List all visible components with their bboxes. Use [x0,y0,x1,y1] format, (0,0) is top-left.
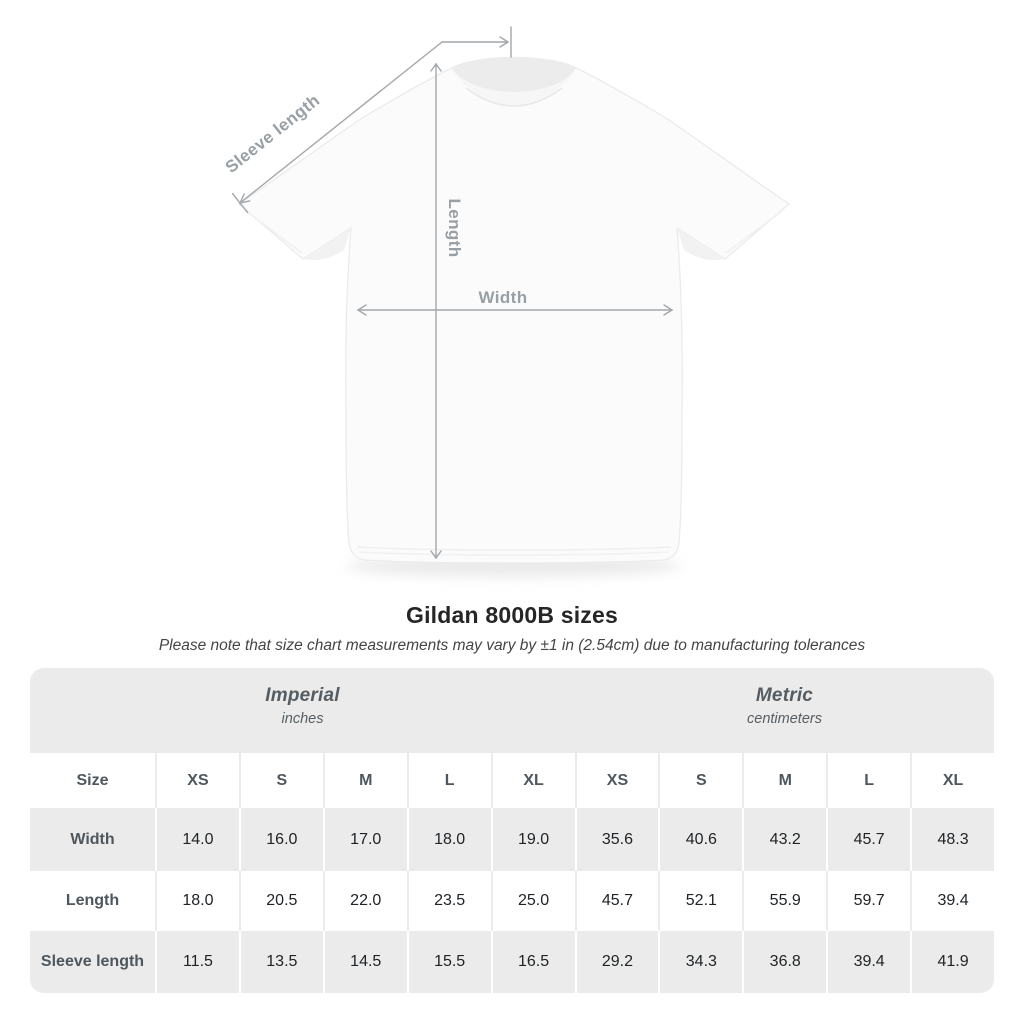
width-label: Width [478,288,528,307]
width-metric-l: 45.7 [826,808,910,871]
length-imperial-xl: 25.0 [491,871,575,931]
length-metric-xs: 45.7 [575,871,659,931]
col-header-imperial-m: M [323,753,407,808]
width-imperial-m: 17.0 [323,808,407,871]
width-metric-xs: 35.6 [575,808,659,871]
sleeve-metric-xl: 41.9 [910,931,994,993]
length-metric-m: 55.9 [742,871,826,931]
width-imperial-xl: 19.0 [491,808,575,871]
width-imperial-l: 18.0 [407,808,491,871]
sleeve-metric-l: 39.4 [826,931,910,993]
sleeve-imperial-m: 14.5 [323,931,407,993]
unit-group-header-row [30,668,994,753]
length-imperial-l: 23.5 [407,871,491,931]
col-header-imperial-l: L [407,753,491,808]
col-header-imperial-xl: XL [491,753,575,808]
width-metric-s: 40.6 [658,808,742,871]
page-title: Gildan 8000B sizes [406,602,618,628]
col-header-imperial-xs: XS [155,753,239,808]
length-imperial-m: 22.0 [323,871,407,931]
table-row-width [30,808,994,871]
row-label-length: Length [65,892,120,909]
sleeve-imperial-s: 13.5 [239,931,323,993]
width-imperial-xs: 14.0 [155,808,239,871]
sleeve-imperial-xs: 11.5 [155,931,239,993]
table-row-sleeve-length [30,931,994,993]
length-metric-s: 52.1 [658,871,742,931]
imperial-unit: inches [281,711,324,727]
metric-unit: centimeters [747,711,822,727]
length-label: Length [445,198,464,258]
row-label-sleeve-length: Sleeve length [40,953,145,970]
length-metric-xl: 39.4 [910,871,994,931]
width-metric-xl: 48.3 [910,808,994,871]
sleeve-metric-xs: 29.2 [575,931,659,993]
metric-label: Metric [755,685,814,706]
sleeve-metric-m: 36.8 [742,931,826,993]
size-header-cell: Size [76,771,109,789]
group-header-metric [575,668,994,753]
row-label-width: Width [70,830,115,848]
col-header-metric-m: M [742,753,826,808]
size-header-row [30,753,994,808]
width-metric-m: 43.2 [742,808,826,871]
table-row-length [30,871,994,931]
size-table [30,668,994,993]
col-header-metric-s: S [658,753,742,808]
length-metric-l: 59.7 [826,871,910,931]
sleeve-imperial-xl: 16.5 [491,931,575,993]
heading-block [0,592,1024,655]
sleeve-length-label: Sleeve length [221,90,324,177]
width-imperial-s: 16.0 [239,808,323,871]
col-header-metric-xs: XS [575,753,659,808]
sleeve-imperial-l: 15.5 [407,931,491,993]
col-header-metric-xl: XL [910,753,994,808]
imperial-label: Imperial [265,685,340,706]
tolerance-note: Please note that size chart measurements may vary by ±1 in (2.54cm) due to manufacturing tolerances [158,637,866,654]
col-header-imperial-s: S [239,753,323,808]
sleeve-metric-s: 34.3 [658,931,742,993]
length-imperial-xs: 18.0 [155,871,239,931]
col-header-metric-l: L [826,753,910,808]
length-imperial-s: 20.5 [239,871,323,931]
group-header-imperial [30,668,575,753]
